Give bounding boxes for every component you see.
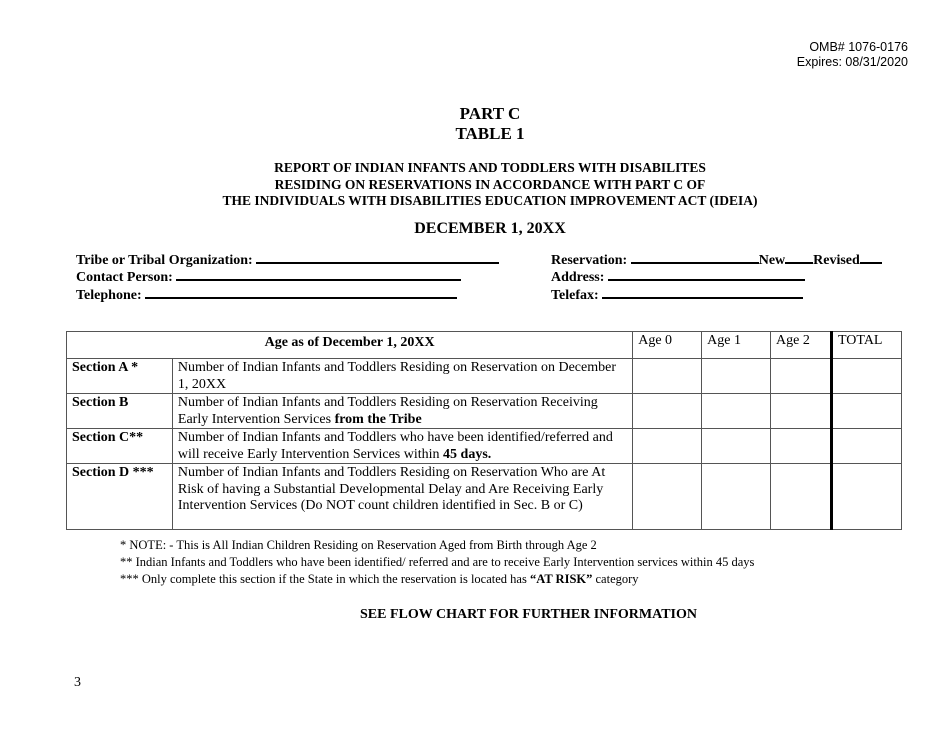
age1-cell[interactable]	[702, 429, 771, 464]
section-label: Section C**	[67, 429, 173, 464]
telephone-field	[76, 285, 457, 304]
age1-cell[interactable]	[702, 394, 771, 429]
at-risk-label: “AT RISK”	[529, 572, 593, 586]
age1-cell[interactable]	[702, 464, 771, 530]
footnote-text: *** Only complete this section if the State in which the reservation is located has	[120, 572, 530, 586]
description-text: Number of Indian Infants and Toddlers Residing on Reservation Receiving Early Intervention Services	[177, 395, 598, 427]
part-label: PART C	[459, 104, 521, 123]
description-text: Number of Indian Infants and Toddlers Residing on Reservation Who are At Risk of having a Substantial Developmental Delay and Are Receiving Early Intervention Services (Do NOT count children identified in Sec. B or C)	[177, 465, 606, 513]
revised-label: Revised	[813, 253, 860, 268]
contact-input-line[interactable]	[176, 267, 461, 281]
total-cell[interactable]	[831, 394, 901, 429]
description-bold: from the Tribe	[334, 411, 422, 427]
section-description	[172, 429, 632, 464]
age0-header: Age 0	[633, 332, 702, 359]
report-date: DECEMBER 1, 20XX	[414, 220, 566, 237]
table-row	[67, 429, 902, 464]
telefax-field	[551, 285, 803, 304]
table-label: TABLE 1	[455, 124, 525, 143]
omb-number: OMB# 1076-0176	[809, 40, 908, 54]
age0-cell[interactable]	[633, 429, 702, 464]
table-row	[67, 464, 902, 530]
description-text: Number of Indian Infants and Toddlers Residing on Reservation on December 1, 20XX	[177, 360, 616, 392]
subtitle-line: RESIDING ON RESERVATIONS IN ACCORDANCE WITH PART C OF	[274, 176, 706, 192]
address-field	[551, 267, 805, 286]
revised-checkline[interactable]	[860, 250, 882, 264]
age0-cell[interactable]	[633, 394, 702, 429]
tribe-label: Tribe or Tribal Organization:	[76, 253, 253, 268]
table-header-row	[67, 332, 902, 359]
reservation-label: Reservation:	[551, 253, 628, 268]
total-cell[interactable]	[831, 359, 901, 394]
report-table	[66, 331, 902, 530]
telefax-input-line[interactable]	[602, 285, 803, 299]
age2-cell[interactable]	[771, 464, 832, 530]
age1-cell[interactable]	[702, 359, 771, 394]
age2-header: Age 2	[771, 332, 832, 359]
description-bold: 45 days.	[443, 446, 492, 462]
reservation-input-line[interactable]	[631, 250, 759, 264]
see-flow-chart-note: SEE FLOW CHART FOR FURTHER INFORMATION	[360, 607, 697, 622]
report-subtitle	[0, 160, 950, 210]
footnote-3	[120, 571, 754, 588]
age0-cell[interactable]	[633, 359, 702, 394]
section-description	[172, 464, 632, 530]
contact-field	[76, 267, 461, 286]
age-header: Age as of December 1, 20XX	[67, 332, 633, 359]
part-title	[0, 104, 950, 144]
age0-cell[interactable]	[633, 464, 702, 530]
new-checkline[interactable]	[785, 250, 813, 264]
total-cell[interactable]	[831, 464, 901, 530]
telephone-label: Telephone:	[76, 288, 142, 303]
omb-header	[797, 40, 908, 70]
footnote-1: * NOTE: - This is All Indian Children Residing on Reservation Aged from Birth through Age 2	[120, 538, 597, 552]
age2-cell[interactable]	[771, 359, 832, 394]
tribe-input-line[interactable]	[256, 250, 499, 264]
age2-cell[interactable]	[771, 394, 832, 429]
section-label: Section A *	[67, 359, 173, 394]
new-label: New	[758, 253, 786, 268]
section-label: Section B	[67, 394, 173, 429]
footnote-text: category	[592, 572, 639, 586]
footnote-2: ** Indian Infants and Toddlers who have been identified/ referred and are to receive Early Intervention services within 45 days	[120, 555, 755, 569]
total-header: TOTAL	[831, 332, 901, 359]
section-description	[172, 359, 632, 394]
address-input-line[interactable]	[608, 267, 805, 281]
section-description	[172, 394, 632, 429]
subtitle-line: THE INDIVIDUALS WITH DISABILITIES EDUCATION IMPROVEMENT ACT (IDEIA)	[222, 193, 758, 208]
table-row	[67, 394, 902, 429]
age1-header: Age 1	[702, 332, 771, 359]
description-text: Number of Indian Infants and Toddlers who have been identified/referred and will receive Early Intervention Services within	[177, 430, 613, 462]
telephone-input-line[interactable]	[145, 285, 457, 299]
address-label: Address:	[551, 270, 605, 285]
table-row	[67, 359, 902, 394]
telefax-label: Telefax:	[551, 288, 599, 303]
age2-cell[interactable]	[771, 429, 832, 464]
section-label: Section D ***	[67, 464, 173, 530]
expiration-date: Expires: 08/31/2020	[796, 55, 908, 69]
contact-label: Contact Person:	[76, 270, 173, 285]
footnotes	[120, 537, 754, 588]
page-number: 3	[74, 675, 81, 690]
total-cell[interactable]	[831, 429, 901, 464]
subtitle-line: REPORT OF INDIAN INFANTS AND TODDLERS WITH DISABILITES	[274, 160, 706, 175]
